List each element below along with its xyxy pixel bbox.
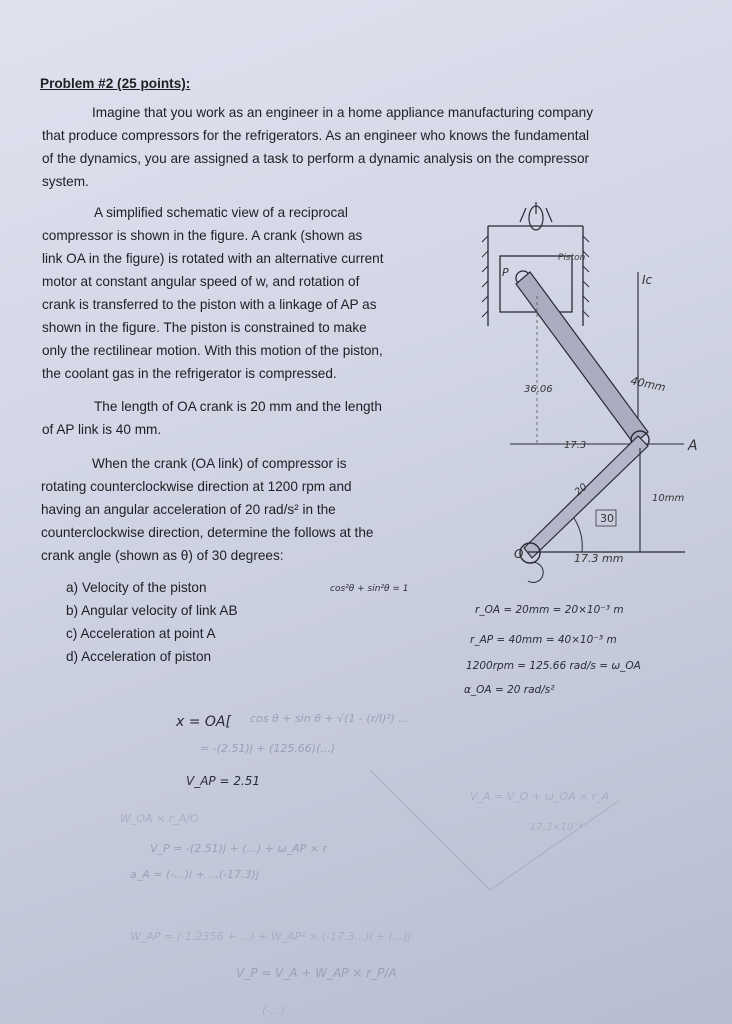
- para3-line-2: of AP link is 40 mm.: [42, 422, 162, 437]
- question-d: d) Acceleration of piston: [66, 649, 212, 664]
- intro-line-2: that produce compressors for the refrigerators. As an engineer who knows the fundamental: [42, 128, 590, 143]
- para2-line-2: compressor is shown in the figure. A crank (shown as: [42, 228, 363, 243]
- r-ap-note: r_AP = 40mm = 40×10⁻³ m: [470, 634, 617, 646]
- faint-lines: [360, 760, 640, 900]
- para2-line-4: motor at constant angular speed of w, and rotation of: [42, 274, 360, 289]
- faint-text-7: V_P = V_A + W_AP × r_P/A: [236, 966, 397, 980]
- intro-line-1: Imagine that you work as an engineer in a home appliance manufacturing company: [92, 105, 594, 120]
- ap-length-label: 40mm: [629, 374, 667, 395]
- para2-line-8: the coolant gas in the refrigerator is compressed.: [42, 366, 337, 381]
- problem-title: Problem #2 (25 points):: [40, 76, 191, 91]
- height-label: 36.06: [524, 384, 553, 395]
- faint-text-6: W_AP = (-1.2356 + ...) + W_AP² × (-17.3...)i + (...)j: [130, 930, 411, 943]
- crank-oa: [524, 436, 648, 558]
- oa-label: 20: [572, 481, 590, 499]
- identity-note: cos²θ + sin²θ = 1: [330, 584, 409, 594]
- intro-line-4: system.: [42, 174, 89, 189]
- para4-line-5: crank angle (shown as θ) of 30 degrees:: [41, 548, 284, 563]
- angle-label: 30: [600, 512, 614, 525]
- faint-text-10: (-...): [262, 1004, 286, 1017]
- mid-label: 17.3: [564, 440, 587, 451]
- para2-line-1: A simplified schematic view of a reciprocal: [94, 205, 348, 220]
- faint-text-8: W_OA × r_A/O: [120, 812, 199, 825]
- compressor-figure: [470, 196, 720, 596]
- v-ap-note: V_AP = 2.51: [186, 774, 261, 788]
- para2-line-6: shown in the figure. The piston is constrained to make: [42, 320, 367, 335]
- para2-line-7: only the rectilinear motion. With this motion of the piston,: [42, 343, 383, 358]
- para4-line-1: When the crank (OA link) of compressor is: [92, 456, 347, 471]
- para4-line-2: rotating counterclockwise direction at 1200 rpm and: [41, 479, 352, 494]
- ic-label: Ic: [642, 273, 653, 287]
- faint-text-4: V_P = -(2.51)j + (...) + ω_AP × r: [150, 842, 328, 855]
- oa-length-label: 10mm: [652, 493, 685, 504]
- omega-note: 1200rpm = 125.66 rad/s = ω_OA: [466, 660, 641, 672]
- x-equation: x = OA[: [176, 714, 231, 730]
- faint-text-3: V_A = V_O + ω_OA × r_A: [470, 790, 610, 803]
- faint-text-5: a_A = (-...)i + ...(-17.3)j: [130, 868, 259, 881]
- base-length-label: 17.3 mm: [574, 552, 624, 565]
- link-ap: [516, 272, 648, 444]
- alpha-note: α_OA = 20 rad/s²: [464, 684, 555, 696]
- para2-line-3: link OA in the figure) is rotated with an alternative current: [42, 251, 384, 266]
- para4-line-3: having an angular acceleration of 20 rad/s² in the: [41, 502, 336, 517]
- question-a: a) Velocity of the piston: [66, 580, 207, 595]
- faint-text-1: cos θ + sin θ + √(1 - (r/l)²) ...: [250, 712, 409, 725]
- p-label: P: [502, 266, 509, 279]
- r-oa-note: r_OA = 20mm = 20×10⁻³ m: [475, 604, 624, 616]
- origin-label: O: [514, 547, 524, 561]
- point-a-label: A: [688, 438, 698, 454]
- faint-text-9: 17.3×10⁻³: [530, 822, 583, 833]
- question-b: b) Angular velocity of link AB: [66, 603, 238, 618]
- para2-line-5: crank is transferred to the piston with a linkage of AP as: [42, 297, 377, 312]
- piston-label: Piston: [558, 253, 586, 263]
- faint-text-2: = -(2.51)j + (125.66)(...): [200, 742, 336, 755]
- question-c: c) Acceleration at point A: [66, 626, 216, 641]
- para3-line-1: The length of OA crank is 20 mm and the length: [94, 399, 382, 414]
- para4-line-4: counterclockwise direction, determine the follows at the: [41, 525, 374, 540]
- intro-line-3: of the dynamics, you are assigned a task to perform a dynamic analysis on the compressor: [42, 151, 590, 166]
